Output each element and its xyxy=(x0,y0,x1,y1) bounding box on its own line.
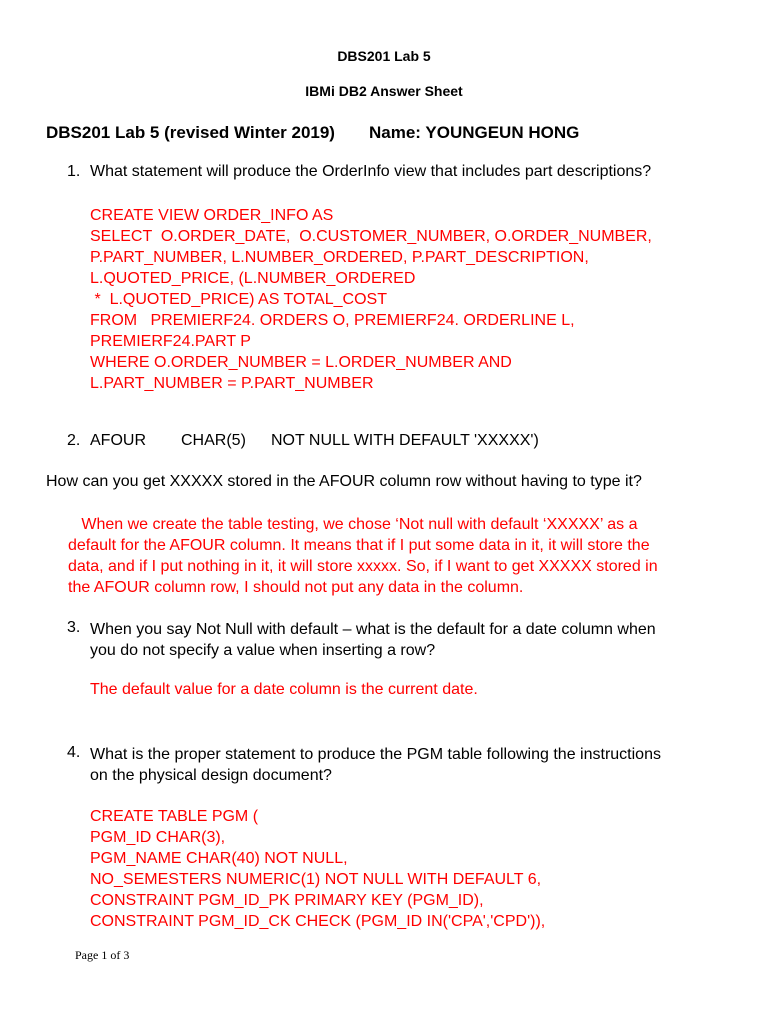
question-3-number: 3. xyxy=(67,619,81,636)
answer-1-line: P.PART_NUMBER, L.NUMBER_ORDERED, P.PART_DESCRIPTION, xyxy=(90,249,589,266)
answer-1-line: PREMIERF24.PART P xyxy=(90,333,251,350)
question-1-text: What statement will produce the OrderInfo view that includes part descriptions? xyxy=(90,163,652,180)
answer-1-line: SELECT O.ORDER_DATE, O.CUSTOMER_NUMBER, O.ORDER_NUMBER, xyxy=(90,228,652,245)
document-header-line1: DBS201 Lab 5 xyxy=(337,48,431,64)
answer-2-block xyxy=(68,514,658,598)
answer-2-line: When we create the table testing, we chose ‘Not null with default ‘XXXXX’ as a xyxy=(68,516,638,533)
question-4-line: on the physical design document? xyxy=(90,767,332,784)
answer-4-line: PGM_ID CHAR(3), xyxy=(90,829,226,846)
answer-4-block xyxy=(90,806,545,932)
answer-1-block xyxy=(90,205,652,394)
answer-2-line: default for the AFOUR column. It means that if I put some data in it, it will store the xyxy=(68,537,650,554)
student-name: Name: YOUNGEUN HONG xyxy=(369,123,580,142)
question-3-line: you do not specify a value when inserting a row? xyxy=(90,642,436,659)
answer-4-line: CREATE TABLE PGM ( xyxy=(90,808,259,825)
question-3-text xyxy=(90,619,656,661)
question-2-column-name: AFOUR xyxy=(90,432,146,449)
document-title: DBS201 Lab 5 (revised Winter 2019) xyxy=(46,123,335,142)
question-4-number: 4. xyxy=(67,744,81,761)
question-2-column-type: CHAR(5) xyxy=(181,432,246,449)
question-1-number: 1. xyxy=(67,163,81,180)
answer-1-line: L.PART_NUMBER = P.PART_NUMBER xyxy=(90,375,374,392)
answer-1-line: L.QUOTED_PRICE, (L.NUMBER_ORDERED xyxy=(90,270,416,287)
question-4-line: What is the proper statement to produce the PGM table following the instructions xyxy=(90,746,661,763)
answer-1-line: WHERE O.ORDER_NUMBER = L.ORDER_NUMBER AND xyxy=(90,354,512,371)
question-2-number: 2. xyxy=(67,432,81,449)
answer-4-line: PGM_NAME CHAR(40) NOT NULL, xyxy=(90,850,348,867)
document-header-line2: IBMi DB2 Answer Sheet xyxy=(305,83,463,99)
answer-3-text: The default value for a date column is the current date. xyxy=(90,681,478,698)
answer-4-line: NO_SEMESTERS NUMERIC(1) NOT NULL WITH DEFAULT 6, xyxy=(90,871,542,888)
answer-2-line: data, and if I put nothing in it, it will store xxxxx. So, if I want to get XXXXX stored in xyxy=(68,558,658,575)
page-number: Page 1 of 3 xyxy=(75,948,130,962)
question-2-column-constraint: NOT NULL WITH DEFAULT 'XXXXX') xyxy=(271,432,539,449)
question-2-text: How can you get XXXXX stored in the AFOUR column row without having to type it? xyxy=(46,473,642,490)
answer-4-line: CONSTRAINT PGM_ID_CK CHECK (PGM_ID IN('CPA','CPD')), xyxy=(90,913,546,930)
question-3-line: When you say Not Null with default – what is the default for a date column when xyxy=(90,621,656,638)
answer-4-line: CONSTRAINT PGM_ID_PK PRIMARY KEY (PGM_ID), xyxy=(90,892,484,909)
answer-1-line: CREATE VIEW ORDER_INFO AS xyxy=(90,207,334,224)
question-4-text xyxy=(90,744,661,786)
answer-1-line: FROM PREMIERF24. ORDERS O, PREMIERF24. ORDERLINE L, xyxy=(90,312,575,329)
answer-1-line: * L.QUOTED_PRICE) AS TOTAL_COST xyxy=(90,291,387,308)
answer-2-line: the AFOUR column row, I should not put any data in the column. xyxy=(68,579,524,596)
